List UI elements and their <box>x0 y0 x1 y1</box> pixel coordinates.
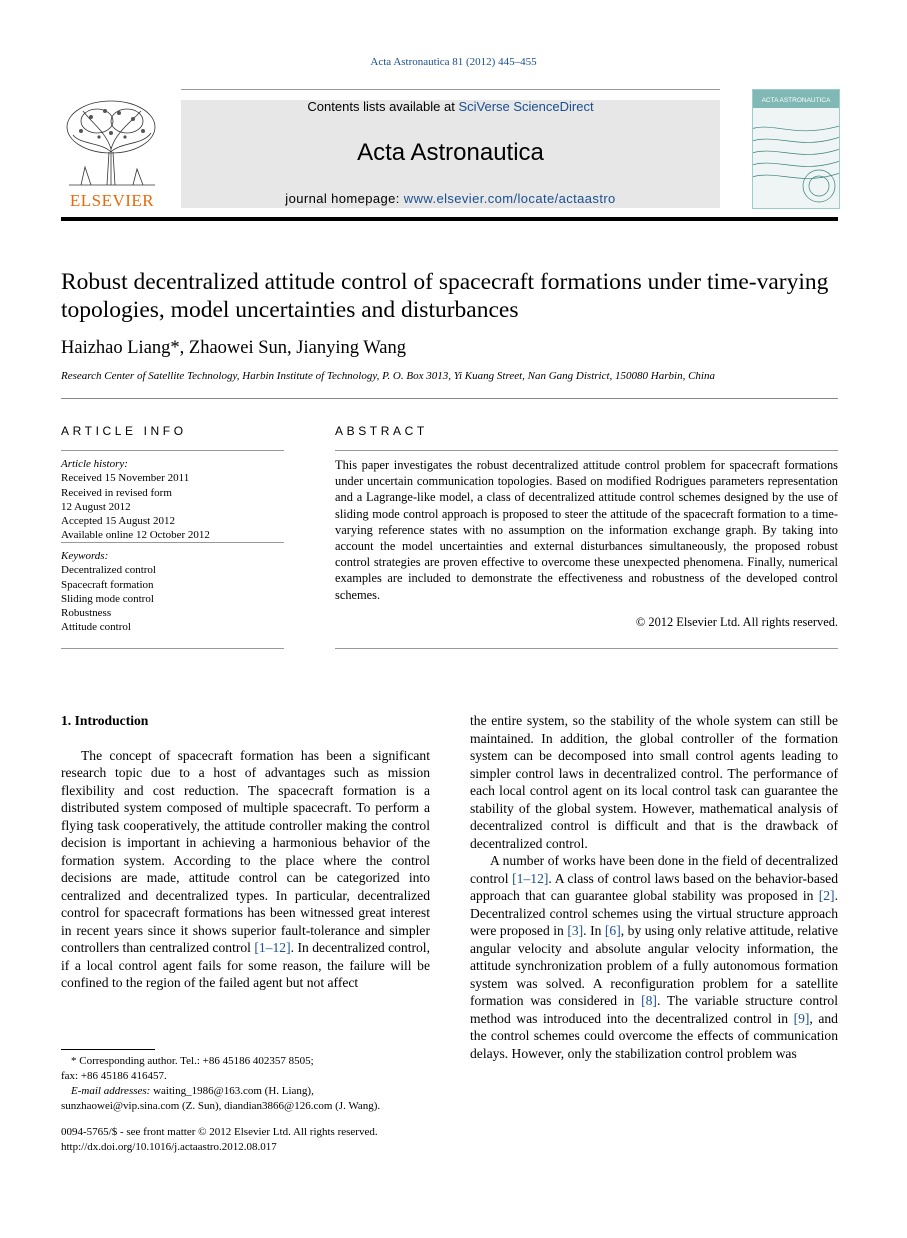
title-separator-rule <box>61 398 838 399</box>
fax-note: fax: +86 45186 416457. <box>61 1070 167 1082</box>
issn-line: 0094-5765/$ - see front matter © 2012 Elsevier Ltd. All rights reserved. <box>61 1126 378 1138</box>
abstract-rule-bottom <box>335 648 838 649</box>
keyword-item: Spacecraft formation <box>61 578 154 591</box>
header-rule <box>61 217 838 221</box>
doi-link[interactable]: http://dx.doi.org/10.1016/j.actaastro.2012.08.017 <box>61 1141 277 1153</box>
section-heading-introduction: 1. Introduction <box>61 713 149 728</box>
body-paragraph: the entire system, so the stability of the whole system can still be maintained. In addition, the global controller of the formation system can be decomposed into small control agents leading to simpler control laws in decentralized control. The performance of each local control agent on its local control task can guarantee the stability of the global system. However, mathematical analysis of decentralized control is difficult and that is the drawback of decentralized control. <box>470 713 838 851</box>
paragraph-text: . Decentralized control schemes using the virtual structure approach were proposed in <box>470 888 838 938</box>
history-item: 12 August 2012 <box>61 500 131 513</box>
body-column-left <box>61 712 430 992</box>
keyword-item: Sliding mode control <box>61 592 154 605</box>
body-column-right <box>470 712 838 1062</box>
article-info-heading: ARTICLE INFO <box>61 424 187 438</box>
email-label: E-mail addresses: <box>71 1085 151 1097</box>
footnote-rule <box>61 1049 155 1050</box>
sciencedirect-link[interactable]: SciVerse ScienceDirect <box>458 99 594 114</box>
citation-link[interactable]: [1–12] <box>512 870 549 886</box>
history-item: Available online 12 October 2012 <box>61 529 210 542</box>
elsevier-wordmark: ELSEVIER <box>69 191 155 210</box>
paragraph-text: . The variable structure control method was introduced into the decentralized control in <box>470 993 838 1026</box>
email-line <box>61 1084 430 1099</box>
homepage-link[interactable]: www.elsevier.com/locate/actaastro <box>403 191 616 206</box>
abstract-heading: ABSTRACT <box>335 424 428 438</box>
keyword-item: Attitude control <box>61 621 131 634</box>
citation-link[interactable]: [8] <box>641 993 657 1008</box>
citation-link[interactable]: [9] <box>793 1010 810 1026</box>
paragraph-text: . A class of control laws based on the behavior-based approach that can guarantee global stability was proposed in <box>470 870 839 903</box>
contents-line <box>181 99 720 114</box>
paragraph-text: , by using only relative attitude, relative angular velocity and absolute angular velocity information, the attitude synchronization problem of a fully autonomous formation system was solved. A reconfiguration problem for a satellite formation was considered in <box>470 923 839 1008</box>
abstract-rule-top <box>335 450 838 451</box>
abstract-copyright: © 2012 Elsevier Ltd. All rights reserved. <box>635 615 838 629</box>
paragraph-text: The concept of spacecraft formation has been a significant research topic due to a host of advantages such as mission flexibility and cost reduction. The spacecraft formation is a distributed system composed of multiple spacecraft. To perform a flying task cooperatively, the attitude controller making the control decision is important in achieving a harmonious behavior of the formation system. According to the place where the control decisions are made, attitude control can be categorized into centralized and decentralized types. In particular, decentralized control for spacecraft formations has been witnessed great interest in recent years since it shows superior fault-tolerance and simpler controllers than centralized control <box>61 747 430 955</box>
keyword-item: Robustness <box>61 607 112 620</box>
journal-reference[interactable]: Acta Astronautica 81 (2012) 445–455 <box>370 56 537 68</box>
homepage-prefix: journal homepage: <box>285 191 404 206</box>
citation-link[interactable]: [1–12] <box>254 940 291 955</box>
homepage-line <box>181 191 720 206</box>
paragraph-text: . In <box>583 923 605 938</box>
article-history <box>61 457 210 543</box>
paragraph-text: A number of works have been done in the field of decentralized control <box>470 853 838 886</box>
banner-top-rule <box>181 89 720 90</box>
contents-prefix: Contents lists available at <box>307 99 459 114</box>
citation-link[interactable]: [3] <box>567 923 584 938</box>
issn-block <box>61 1125 430 1155</box>
journal-cover-thumbnail[interactable] <box>752 89 840 209</box>
footnotes <box>61 1054 430 1114</box>
body-paragraph <box>470 852 838 1062</box>
abstract-text: This paper investigates the robust decentralized attitude control problem for spacecraft formations under uncertain communication topologies. Based on modified Rodrigues parameters representation and a Lagrange-like model, a class of decentralized attitude control schemes designed by the use of sliding mode control approach is proposed to steer the attitude of the spacecraft formation to a time-varying reference states with no assumption on the information exchange graph. By taking into account the model uncertainties and external disturbances simultaneously, the proposed robust control strategies are proven effective to overcome these unexpected phenomena. Finally, numerical examples are included to demonstrate the effectiveness and robustness of the developed control schemes. <box>335 458 838 602</box>
paragraph-text: , and the control schemes could overcome the effects of communication delays. However, only the stabilization control problem was <box>470 1010 838 1061</box>
history-label: Article history: <box>61 458 128 470</box>
corresponding-author-note: * Corresponding author. Tel.: +86 45186 402357 8505; <box>71 1055 314 1067</box>
article-title: Robust decentralized attitude control of spacecraft formations under time-varying topologies, model uncertainties and disturbances <box>61 269 829 323</box>
keywords <box>61 549 156 635</box>
email-addresses[interactable]: waiting_1986@163.com (H. Liang), <box>150 1085 314 1097</box>
keywords-label: Keywords: <box>61 550 109 562</box>
article-info-rule-bottom <box>61 648 284 649</box>
email-addresses[interactable]: sunzhaowei@vip.sina.com (Z. Sun), diandian3866@126.com (J. Wang). <box>61 1100 381 1112</box>
author-list: Haizhao Liang*, Zhaowei Sun, Jianying Wang <box>61 338 406 358</box>
history-item: Received 15 November 2011 <box>61 472 190 485</box>
journal-name: Acta Astronautica <box>357 139 544 166</box>
affiliation: Research Center of Satellite Technology, Harbin Institute of Technology, P. O. Box 3013, Yi Kuang Street, Nan Gang District, 150080 Harbin, China <box>61 370 715 382</box>
citation-link[interactable]: [2] <box>818 888 835 903</box>
body-paragraph <box>61 747 430 992</box>
keyword-item: Decentralized control <box>61 564 156 577</box>
paragraph-text: . In decentralized control, if a local control agent fails for some reason, the failure will be confined to the region of the failed agent but not affect <box>61 940 430 990</box>
history-item: Accepted 15 August 2012 <box>61 515 175 528</box>
article-info-rule-top <box>61 450 284 451</box>
history-item: Received in revised form <box>61 486 172 499</box>
citation-link[interactable]: [6] <box>604 923 621 938</box>
cover-title: ACTA ASTRONAUTICA <box>761 97 831 104</box>
